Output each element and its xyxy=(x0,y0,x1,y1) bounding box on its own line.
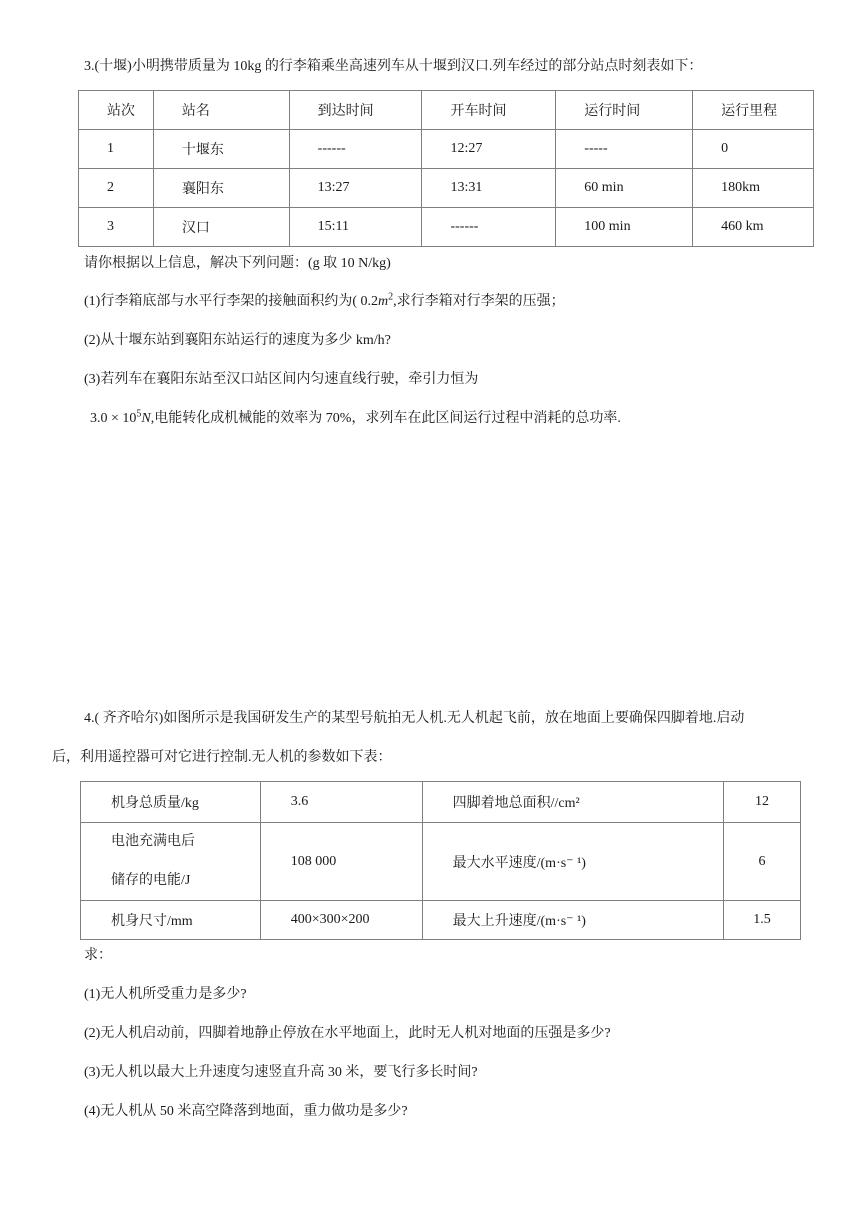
header-cell: 运行里程 xyxy=(693,91,814,130)
table-cell: 180km xyxy=(693,169,814,208)
q3-part3-line1: (3)若列车在襄阳东站至汉口站区间内匀速直线行驶，牵引力恒为 xyxy=(84,372,479,387)
q3-part2: (2)从十堰东站到襄阳东站运行的速度为多少 km/h? xyxy=(84,333,391,348)
header-cell: 站名 xyxy=(153,91,289,130)
table-cell: 3.6 xyxy=(260,782,422,823)
table-cell: 襄阳东 xyxy=(153,169,289,208)
q3-part1-unit: m xyxy=(378,294,389,309)
table-cell: 四脚着地总面积//cm² xyxy=(422,782,723,823)
header-cell: 开车时间 xyxy=(422,91,556,130)
table-header-row xyxy=(79,91,814,130)
table-cell: 0 xyxy=(693,130,814,169)
q3-timetable xyxy=(78,90,814,247)
header-cell: 到达时间 xyxy=(289,91,422,130)
table-cell: 机身尺寸/mm xyxy=(81,901,261,940)
table-cell: 1.5 xyxy=(724,901,801,940)
header-cell: 站次 xyxy=(79,91,154,130)
q3-part3-exponent: 5 xyxy=(136,408,142,420)
q4-intro-line2: 后，利用遥控器可对它进行控制.无人机的参数如下表： xyxy=(52,750,392,765)
q3-part3-line2 xyxy=(90,409,621,429)
table-cell: 机身总质量/kg xyxy=(81,782,261,823)
header-cell: 运行时间 xyxy=(556,91,693,130)
q3-part1-exponent: 2 xyxy=(388,291,394,303)
table-cell: 12 xyxy=(724,782,801,823)
table-row xyxy=(81,782,801,823)
table-cell: 60 min xyxy=(556,169,693,208)
q4-intro-line1: 4.( 齐齐哈尔)如图所示是我国研发生产的某型号航拍无人机.无人机起飞前，放在地面上要确保四脚着地.启动 xyxy=(84,711,745,726)
table-cell: ----- xyxy=(556,130,693,169)
table-cell: 最大上升速度/(m·s⁻ ¹) xyxy=(422,901,723,940)
table-cell: 十堰东 xyxy=(153,130,289,169)
table-cell: 最大水平速度/(m·s⁻ ¹) xyxy=(422,823,723,901)
table-cell: 1 xyxy=(79,130,154,169)
table-cell: 13:27 xyxy=(289,169,422,208)
q4-ask: 求： xyxy=(84,948,112,963)
table-cell: 100 min xyxy=(556,208,693,247)
table-cell: 12:27 xyxy=(422,130,556,169)
q3-part3-tail: ,电能转化成机械能的效率为 70%，求列车在此区间运行过程中消耗的总功率. xyxy=(150,411,621,426)
table-row xyxy=(79,130,814,169)
table-cell: 15:11 xyxy=(289,208,422,247)
q4-part3: (3)无人机以最大上升速度匀速竖直升高 30 米，要飞行多长时间? xyxy=(84,1065,478,1080)
q3-part1-tail: ,求行李箱对行李架的压强； xyxy=(393,294,565,309)
table-cell: 汉口 xyxy=(153,208,289,247)
table-row xyxy=(79,208,814,247)
q3-prompt: 请你根据以上信息，解决下列问题：(g 取 10 N/kg) xyxy=(84,256,391,271)
table-row xyxy=(81,901,801,940)
battery-label-line1: 电池充满电后 xyxy=(111,834,195,849)
q4-part2: (2)无人机启动前，四脚着地静止停放在水平地面上，此时无人机对地面的压强是多少? xyxy=(84,1026,611,1041)
table-cell: 108 000 xyxy=(260,823,422,901)
table-cell: 2 xyxy=(79,169,154,208)
q3-part1 xyxy=(84,292,565,312)
q3-part3-unit: N xyxy=(141,411,151,426)
battery-label-line2: 储存的电能/J xyxy=(111,873,191,888)
table-cell: 460 km xyxy=(693,208,814,247)
table-row xyxy=(81,823,801,901)
q4-part1: (1)无人机所受重力是多少? xyxy=(84,987,247,1002)
table-cell: 6 xyxy=(724,823,801,901)
table-cell: 13:31 xyxy=(422,169,556,208)
q4-parameter-table xyxy=(80,781,801,940)
q3-part3-number: 3.0 × 10 xyxy=(90,411,137,426)
q3-part1-text: (1)行李箱底部与水平行李架的接触面积约为( 0.2 xyxy=(84,294,378,309)
table-cell: ------ xyxy=(422,208,556,247)
table-cell: ------ xyxy=(289,130,422,169)
q4-part4: (4)无人机从 50 米高空降落到地面，重力做功是多少? xyxy=(84,1104,408,1119)
table-cell: 3 xyxy=(79,208,154,247)
table-cell xyxy=(81,823,261,901)
table-cell: 400×300×200 xyxy=(260,901,422,940)
q3-intro: 3.(十堰)小明携带质量为 10kg 的行李箱乘坐高速列车从十堰到汉口.列车经过的部分站点时刻表如下： xyxy=(84,59,703,74)
table-row xyxy=(79,169,814,208)
